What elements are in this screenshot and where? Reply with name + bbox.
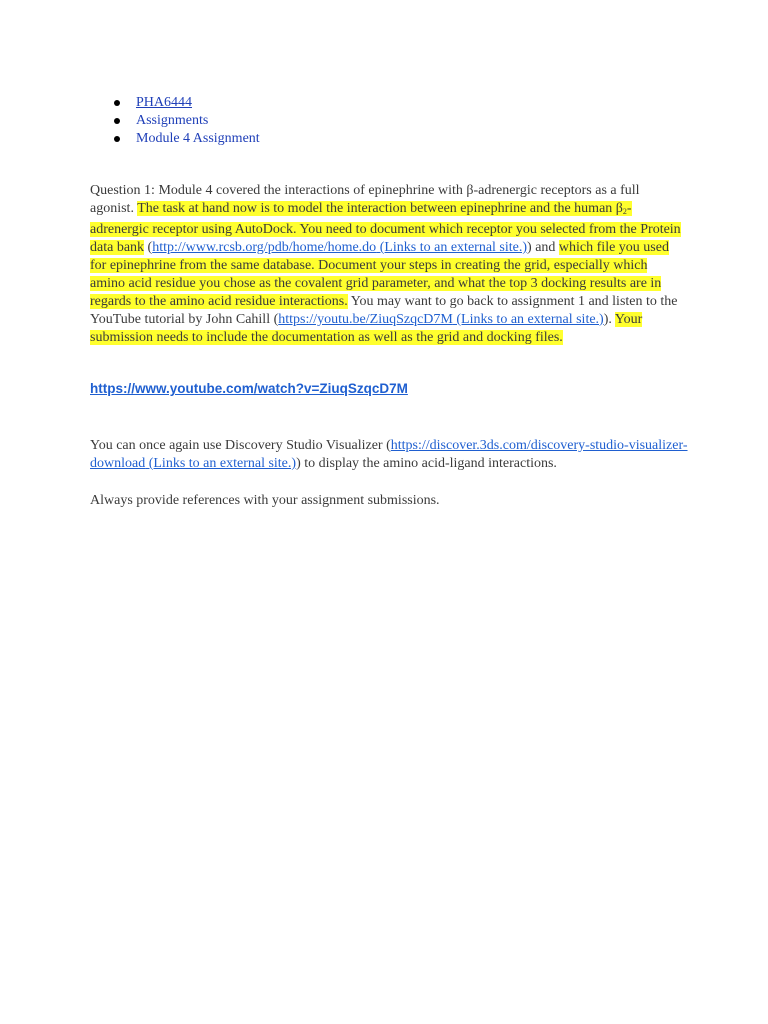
youtube-link[interactable]: https://www.youtube.com/watch?v=ZiuqSzqcD7M <box>90 381 408 396</box>
breadcrumb-item-assignments <box>114 112 260 130</box>
question-intro: Question 1: Module 4 covered the interactions of epinephrine with β-adrenergic receptors as a full agonist. <box>90 183 640 216</box>
paren-open-2: ( <box>270 312 279 327</box>
discovery-intro: You can once again use Discovery Studio Visualizer ( <box>90 438 391 453</box>
highlight-task-text-a: The task at hand now is to model the interaction between epinephrine and the human β <box>137 201 623 216</box>
highlight-steps: which file you used for epinephrine from the same database. Document your steps in creating the grid, especially which amino acid residue you chose as the covalent grid parameter, and what the top 3 docking results are in regards to the amino acid residue interactions. <box>90 240 669 309</box>
external-site-link-1[interactable]: (Links to an external site.) <box>376 240 528 255</box>
paren-open: ( <box>144 240 153 255</box>
tutorial-text: You may want to go back to assignment 1 and listen to the YouTube tutorial by John Cahill <box>90 294 678 327</box>
assignments-crumb: Assignments <box>136 113 209 128</box>
course-link[interactable]: PHA6444 <box>136 95 193 110</box>
breadcrumb-item-course <box>114 94 260 112</box>
highlight-task-text-b: -adrenergic receptor using AutoDock. You need to document which receptor you selected from the Protein data bank <box>90 201 681 255</box>
references-note: Always provide references with your assignment submissions. <box>90 493 440 508</box>
bullet-icon <box>114 136 120 142</box>
pdb-link[interactable]: http://www.rcsb.org/pdb/home/home.do <box>152 240 377 255</box>
breadcrumb-item-module <box>114 130 260 148</box>
bullet-icon <box>114 100 120 106</box>
bullet-icon <box>114 118 120 124</box>
breadcrumb <box>114 94 260 148</box>
beta-subscript: 2 <box>622 207 627 216</box>
discovery-tail: ) to display the amino acid-ligand interactions. <box>296 456 557 471</box>
discovery-link[interactable]: https://discover.3ds.com/discovery-studio-visualizer-download <box>90 438 688 471</box>
question-1-paragraph <box>90 182 682 347</box>
youtu-link[interactable]: https://youtu.be/ZiuqSzqcD7M <box>278 312 453 327</box>
external-site-link-3[interactable]: (Links to an external site.) <box>145 456 297 471</box>
paren-close-2: ). <box>603 312 615 327</box>
module-crumb: Module 4 Assignment <box>136 131 260 146</box>
paren-close: ) and <box>527 240 556 255</box>
discovery-paragraph <box>90 437 690 473</box>
external-site-link-2[interactable]: (Links to an external site.) <box>452 312 604 327</box>
highlight-submission: Your submission needs to include the documentation as well as the grid and docking files. <box>90 312 643 345</box>
